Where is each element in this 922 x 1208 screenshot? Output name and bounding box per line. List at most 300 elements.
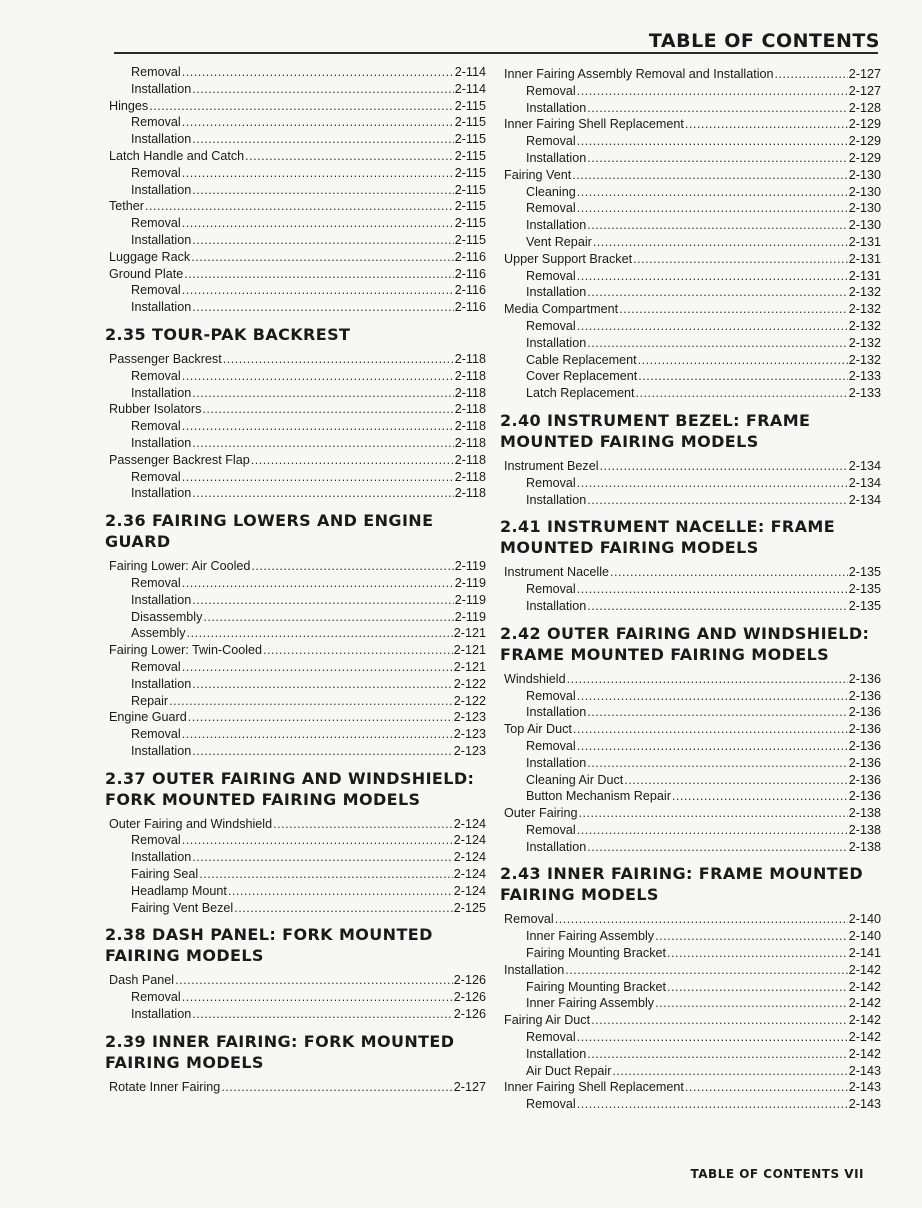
- toc-subentry[interactable]: [101, 131, 486, 148]
- toc-subentry[interactable]: [101, 299, 486, 316]
- dot-leader: [182, 368, 454, 385]
- toc-subentry[interactable]: [496, 217, 881, 234]
- toc-column-left: [101, 64, 486, 1096]
- entry-title: Vent Repair: [526, 234, 592, 249]
- section-heading: 2.35 TOUR-PAK BACKREST: [105, 324, 351, 344]
- dot-leader: [672, 788, 848, 805]
- entry-page-number: 2-131: [848, 268, 881, 283]
- entry-title: Removal: [526, 83, 576, 98]
- toc-entry[interactable]: [101, 401, 486, 418]
- entry-page-number: 2-118: [454, 351, 486, 366]
- entry-title: Inner Fairing Assembly: [526, 929, 655, 944]
- entry-title: Installation: [526, 839, 587, 854]
- toc-entry[interactable]: [496, 805, 881, 822]
- entry-title: Cleaning: [526, 184, 576, 199]
- dot-leader: [655, 928, 848, 945]
- toc-subentry[interactable]: [496, 928, 881, 945]
- toc-entry[interactable]: [496, 167, 881, 184]
- dot-leader: [567, 671, 848, 688]
- dot-leader: [149, 98, 454, 115]
- dot-leader: [182, 659, 453, 676]
- dot-leader: [587, 704, 848, 721]
- entry-title: Installation: [526, 150, 587, 165]
- dot-leader: [199, 866, 453, 883]
- toc-subentry[interactable]: [496, 318, 881, 335]
- entry-page-number: 2-122: [453, 676, 486, 691]
- toc-entry[interactable]: [101, 972, 486, 989]
- toc-subentry[interactable]: [101, 883, 486, 900]
- toc-entry[interactable]: [101, 642, 486, 659]
- toc-subentry[interactable]: [101, 866, 486, 883]
- entry-title: Installation: [526, 755, 587, 770]
- dot-leader: [577, 184, 848, 201]
- toc-subentry[interactable]: [496, 688, 881, 705]
- entry-title: Installation: [131, 850, 192, 865]
- toc-subentry[interactable]: [496, 352, 881, 369]
- toc-entry[interactable]: [496, 301, 881, 318]
- entry-page-number: 2-132: [848, 352, 881, 367]
- toc-subentry[interactable]: [101, 849, 486, 866]
- dot-leader: [655, 995, 848, 1012]
- dot-leader: [192, 743, 453, 760]
- entry-page-number: 2-118: [454, 469, 486, 484]
- dot-leader: [192, 385, 454, 402]
- entry-title: Removal: [526, 688, 576, 703]
- dot-leader: [577, 268, 848, 285]
- toc-subentry[interactable]: [496, 475, 881, 492]
- dot-leader: [775, 66, 848, 83]
- toc-subentry[interactable]: [101, 232, 486, 249]
- entry-page-number: 2-131: [848, 251, 881, 266]
- entry-title: Installation: [526, 1046, 587, 1061]
- entry-title: Latch Handle and Catch: [109, 148, 245, 163]
- toc-subentry[interactable]: [101, 743, 486, 760]
- entry-page-number: 2-116: [454, 266, 486, 281]
- entry-title: Headlamp Mount: [131, 883, 227, 898]
- entry-title: Removal: [526, 1030, 576, 1045]
- toc-subentry[interactable]: [101, 418, 486, 435]
- toc-subentry[interactable]: [496, 598, 881, 615]
- entry-title: Tether: [109, 199, 145, 214]
- entry-title: Latch Replacement: [526, 386, 635, 401]
- dot-leader: [188, 709, 453, 726]
- entry-title: Installation: [131, 676, 192, 691]
- entry-page-number: 2-130: [848, 201, 881, 216]
- section-heading: 2.42 OUTER FAIRING AND WINDSHIELD: FRAME MOUNTED FAIRING MODELS: [500, 623, 870, 664]
- dot-leader: [587, 492, 848, 509]
- toc-subentry[interactable]: [496, 979, 881, 996]
- toc-entry[interactable]: [496, 564, 881, 581]
- entry-title: Inner Fairing Assembly: [526, 996, 655, 1011]
- toc-entry[interactable]: [496, 251, 881, 268]
- entry-page-number: 2-143: [848, 1080, 881, 1095]
- entry-title: Ground Plate: [109, 266, 184, 281]
- entry-page-number: 2-136: [848, 789, 881, 804]
- entry-title: Windshield: [504, 671, 566, 686]
- dot-leader: [633, 251, 848, 268]
- entry-page-number: 2-118: [454, 368, 486, 383]
- toc-subentry[interactable]: [101, 1006, 486, 1023]
- entry-page-number: 2-115: [454, 165, 486, 180]
- toc-entry[interactable]: [496, 721, 881, 738]
- toc-column-right: [496, 66, 881, 1113]
- dot-leader: [600, 458, 848, 475]
- toc-subentry[interactable]: [101, 485, 486, 502]
- entry-page-number: 2-118: [454, 435, 486, 450]
- entry-title: Removal: [526, 475, 576, 490]
- dot-leader: [587, 1046, 848, 1063]
- section-heading: 2.43 INNER FAIRING: FRAME MOUNTED FAIRING MODELS: [500, 864, 864, 905]
- dot-leader: [565, 962, 848, 979]
- dot-leader: [182, 114, 454, 131]
- toc-entry[interactable]: [496, 116, 881, 133]
- toc-subentry[interactable]: [101, 676, 486, 693]
- dot-leader: [587, 150, 848, 167]
- dot-leader: [667, 945, 848, 962]
- toc-subentry[interactable]: [496, 738, 881, 755]
- entry-page-number: 2-118: [454, 385, 486, 400]
- entry-title: Disassembly: [131, 609, 203, 624]
- dot-leader: [577, 200, 848, 217]
- dot-leader: [638, 352, 848, 369]
- toc-entry[interactable]: [101, 709, 486, 726]
- toc-subentry[interactable]: [101, 64, 486, 81]
- entry-page-number: 2-142: [848, 996, 881, 1011]
- dot-leader: [228, 883, 453, 900]
- entry-page-number: 2-121: [453, 626, 486, 641]
- dot-leader: [175, 972, 453, 989]
- entry-title: Removal: [131, 283, 181, 298]
- entry-page-number: 2-116: [454, 249, 486, 264]
- entry-page-number: 2-130: [848, 167, 881, 182]
- toc-subentry[interactable]: [101, 114, 486, 131]
- dot-leader: [182, 282, 454, 299]
- entry-title: Removal: [131, 575, 181, 590]
- entry-title: Top Air Duct: [504, 722, 572, 737]
- dot-leader: [192, 485, 454, 502]
- dot-leader: [251, 452, 454, 469]
- dot-leader: [577, 688, 848, 705]
- dot-leader: [192, 1006, 453, 1023]
- dot-leader: [182, 469, 454, 486]
- toc-subentry[interactable]: [101, 368, 486, 385]
- toc-subentry[interactable]: [101, 625, 486, 642]
- entry-page-number: 2-124: [453, 883, 486, 898]
- entry-page-number: 2-114: [454, 65, 486, 79]
- entry-title: Instrument Nacelle: [504, 565, 609, 580]
- entry-title: Installation: [526, 218, 587, 233]
- toc-subentry[interactable]: [496, 150, 881, 167]
- dot-leader: [182, 64, 454, 81]
- entry-title: Hinges: [109, 98, 149, 113]
- toc-entry[interactable]: [101, 98, 486, 115]
- entry-page-number: 2-143: [848, 1063, 881, 1078]
- toc-subentry[interactable]: [496, 995, 881, 1012]
- entry-title: Fairing Vent: [504, 167, 572, 182]
- entry-title: Media Compartment: [504, 302, 619, 317]
- dot-leader: [577, 133, 848, 150]
- dot-leader: [192, 435, 454, 452]
- entry-page-number: 2-133: [848, 369, 881, 384]
- entry-title: Removal: [526, 1097, 576, 1112]
- entry-page-number: 2-136: [848, 722, 881, 737]
- dot-leader: [182, 726, 453, 743]
- toc-entry[interactable]: [101, 452, 486, 469]
- toc-entry[interactable]: [496, 911, 881, 928]
- toc-subentry[interactable]: [101, 165, 486, 182]
- toc-entry[interactable]: [101, 816, 486, 833]
- entry-title: Cover Replacement: [526, 369, 638, 384]
- entry-title: Removal: [131, 990, 181, 1005]
- entry-title: Installation: [131, 232, 192, 247]
- toc-subentry[interactable]: [101, 900, 486, 917]
- toc-subentry[interactable]: [101, 989, 486, 1006]
- entry-page-number: 2-142: [848, 1030, 881, 1045]
- entry-title: Installation: [526, 492, 587, 507]
- entry-title: Fairing Mounting Bracket: [526, 979, 666, 994]
- entry-page-number: 2-135: [848, 582, 881, 597]
- toc-entry[interactable]: [496, 671, 881, 688]
- entry-page-number: 2-121: [453, 643, 486, 658]
- section-heading: 2.37 OUTER FAIRING AND WINDSHIELD: FORK MOUNTED FAIRING MODELS: [105, 768, 475, 809]
- toc-subentry[interactable]: [101, 693, 486, 710]
- dot-leader: [587, 755, 848, 772]
- entry-page-number: 2-135: [848, 598, 881, 613]
- dot-leader: [234, 900, 453, 917]
- entry-title: Installation: [526, 335, 587, 350]
- toc-subentry[interactable]: [496, 83, 881, 100]
- dot-leader: [619, 301, 848, 318]
- dot-leader: [577, 1096, 848, 1113]
- section-heading: 2.38 DASH PANEL: FORK MOUNTED FAIRING MODELS: [105, 925, 433, 966]
- toc-subentry[interactable]: [496, 368, 881, 385]
- entry-page-number: 2-126: [453, 973, 486, 988]
- dot-leader: [192, 592, 454, 609]
- dot-leader: [577, 581, 848, 598]
- page-title: TABLE OF CONTENTS: [648, 30, 880, 52]
- entry-page-number: 2-119: [454, 575, 486, 590]
- entry-page-number: 2-115: [454, 98, 486, 113]
- entry-page-number: 2-134: [848, 458, 881, 473]
- entry-title: Installation: [504, 962, 565, 977]
- toc-subentry[interactable]: [496, 755, 881, 772]
- toc-subentry[interactable]: [496, 234, 881, 251]
- dot-leader: [667, 979, 848, 996]
- entry-title: Inner Fairing Shell Replacement: [504, 117, 684, 132]
- toc-subentry[interactable]: [496, 335, 881, 352]
- toc-subentry[interactable]: [496, 945, 881, 962]
- dot-leader: [182, 832, 453, 849]
- dot-leader: [192, 131, 454, 148]
- toc-subentry[interactable]: [101, 575, 486, 592]
- dot-leader: [245, 148, 454, 165]
- entry-page-number: 2-133: [848, 386, 881, 401]
- entry-title: Installation: [131, 385, 192, 400]
- toc-subentry[interactable]: [101, 659, 486, 676]
- toc-entry[interactable]: [101, 266, 486, 283]
- entry-title: Fairing Lower: Air Cooled: [109, 559, 251, 574]
- entry-title: Removal: [131, 115, 181, 130]
- toc-subentry[interactable]: [496, 772, 881, 789]
- section-heading: 2.40 INSTRUMENT BEZEL: FRAME MOUNTED FAIRING MODELS: [500, 410, 811, 451]
- entry-page-number: 2-130: [848, 184, 881, 199]
- toc-subentry[interactable]: [101, 435, 486, 452]
- toc-entry[interactable]: [496, 66, 881, 83]
- entry-title: Repair: [131, 693, 169, 708]
- toc-entry[interactable]: [496, 1012, 881, 1029]
- dot-leader: [577, 822, 848, 839]
- toc-entry[interactable]: [101, 558, 486, 575]
- entry-title: Passenger Backrest: [109, 351, 222, 366]
- entry-title: Installation: [526, 598, 587, 613]
- toc-entry[interactable]: [101, 198, 486, 215]
- entry-page-number: 2-115: [454, 216, 486, 231]
- dot-leader: [273, 816, 453, 833]
- entry-title: Luggage Rack: [109, 249, 191, 264]
- toc-entry[interactable]: [101, 351, 486, 368]
- entry-page-number: 2-123: [453, 727, 486, 742]
- toc-subentry[interactable]: [101, 182, 486, 199]
- entry-title: Removal: [131, 469, 181, 484]
- toc-subentry[interactable]: [496, 184, 881, 201]
- entry-page-number: 2-115: [454, 232, 486, 247]
- dot-leader: [573, 721, 848, 738]
- toc-subentry[interactable]: [101, 215, 486, 232]
- toc-subentry[interactable]: [101, 609, 486, 626]
- entry-title: Removal: [526, 201, 576, 216]
- toc-subentry[interactable]: [496, 133, 881, 150]
- toc-subentry[interactable]: [496, 284, 881, 301]
- entry-title: Installation: [131, 1007, 192, 1022]
- page-footer: TABLE OF CONTENTS VII: [690, 1167, 864, 1181]
- entry-title: Installation: [131, 182, 192, 197]
- dot-leader: [587, 598, 848, 615]
- dot-leader: [192, 182, 454, 199]
- entry-page-number: 2-136: [848, 772, 881, 787]
- toc-subentry[interactable]: [496, 1096, 881, 1113]
- dot-leader: [182, 165, 454, 182]
- dot-leader: [587, 335, 848, 352]
- entry-title: Installation: [131, 81, 192, 96]
- dot-leader: [577, 738, 848, 755]
- toc-subentry[interactable]: [101, 282, 486, 299]
- toc-subentry[interactable]: [101, 832, 486, 849]
- toc-subentry[interactable]: [496, 385, 881, 402]
- entry-title: Removal: [131, 368, 181, 383]
- toc-entry[interactable]: [101, 249, 486, 266]
- toc-entry[interactable]: [101, 148, 486, 165]
- entry-page-number: 2-118: [454, 402, 486, 417]
- entry-page-number: 2-129: [848, 150, 881, 165]
- entry-title: Fairing Seal: [131, 867, 199, 882]
- dot-leader: [577, 1029, 848, 1046]
- entry-title: Removal: [526, 582, 576, 597]
- entry-title: Removal: [131, 659, 181, 674]
- section-heading: 2.36 FAIRING LOWERS AND ENGINE GUARD: [105, 511, 434, 552]
- entry-page-number: 2-119: [454, 559, 486, 574]
- entry-page-number: 2-125: [453, 900, 486, 915]
- entry-page-number: 2-118: [454, 486, 486, 501]
- toc-subentry[interactable]: [496, 839, 881, 856]
- toc-entry[interactable]: [101, 1079, 486, 1096]
- toc-subentry[interactable]: [496, 492, 881, 509]
- toc-subentry[interactable]: [101, 81, 486, 98]
- dot-leader: [182, 215, 454, 232]
- entry-page-number: 2-124: [453, 833, 486, 848]
- entry-page-number: 2-129: [848, 134, 881, 149]
- dot-leader: [577, 475, 848, 492]
- entry-page-number: 2-123: [453, 710, 486, 725]
- entry-title: Installation: [131, 486, 192, 501]
- dot-leader: [612, 1063, 847, 1080]
- toc-subentry[interactable]: [496, 268, 881, 285]
- entry-page-number: 2-132: [848, 302, 881, 317]
- toc-entry[interactable]: [496, 962, 881, 979]
- dot-leader: [685, 1079, 848, 1096]
- dot-leader: [184, 266, 454, 283]
- entry-title: Removal: [526, 738, 576, 753]
- toc-subentry[interactable]: [101, 469, 486, 486]
- toc-subentry[interactable]: [496, 100, 881, 117]
- entry-page-number: 2-138: [848, 839, 881, 854]
- toc-entry[interactable]: [496, 1079, 881, 1096]
- toc-subentry[interactable]: [496, 1029, 881, 1046]
- toc-subentry[interactable]: [101, 385, 486, 402]
- entry-page-number: 2-132: [848, 318, 881, 333]
- toc-subentry[interactable]: [496, 1046, 881, 1063]
- toc-subentry[interactable]: [101, 592, 486, 609]
- toc-subentry[interactable]: [496, 1063, 881, 1080]
- entry-page-number: 2-142: [848, 1013, 881, 1028]
- toc-subentry[interactable]: [101, 726, 486, 743]
- toc-subentry[interactable]: [496, 200, 881, 217]
- entry-page-number: 2-130: [848, 218, 881, 233]
- entry-page-number: 2-119: [454, 592, 486, 607]
- toc-subentry[interactable]: [496, 581, 881, 598]
- entry-title: Engine Guard: [109, 710, 187, 725]
- dot-leader: [192, 676, 453, 693]
- toc-subentry[interactable]: [496, 822, 881, 839]
- entry-title: Installation: [131, 300, 192, 315]
- entry-title: Instrument Bezel: [504, 458, 599, 473]
- entry-page-number: 2-140: [848, 912, 881, 927]
- section-heading: 2.41 INSTRUMENT NACELLE: FRAME MOUNTED FAIRING MODELS: [500, 517, 836, 558]
- entry-title: Removal: [131, 216, 181, 231]
- entry-title: Removal: [131, 65, 181, 79]
- entry-title: Outer Fairing: [504, 806, 578, 821]
- entry-page-number: 2-142: [848, 962, 881, 977]
- entry-page-number: 2-124: [453, 816, 486, 831]
- toc-subentry[interactable]: [496, 704, 881, 721]
- entry-page-number: 2-115: [454, 182, 486, 197]
- toc-subentry[interactable]: [496, 788, 881, 805]
- dot-leader: [636, 385, 848, 402]
- entry-title: Removal: [131, 419, 181, 434]
- dot-leader: [221, 1079, 452, 1096]
- dot-leader: [579, 805, 848, 822]
- entry-page-number: 2-127: [848, 67, 881, 81]
- toc-entry[interactable]: [496, 458, 881, 475]
- dot-leader: [591, 1012, 848, 1029]
- dot-leader: [587, 839, 848, 856]
- entry-title: Installation: [526, 705, 587, 720]
- entry-page-number: 2-115: [454, 132, 486, 147]
- entry-title: Fairing Lower: Twin-Cooled: [109, 643, 263, 658]
- dot-leader: [182, 989, 453, 1006]
- entry-page-number: 2-134: [848, 492, 881, 507]
- entry-page-number: 2-127: [848, 83, 881, 98]
- entry-page-number: 2-140: [848, 929, 881, 944]
